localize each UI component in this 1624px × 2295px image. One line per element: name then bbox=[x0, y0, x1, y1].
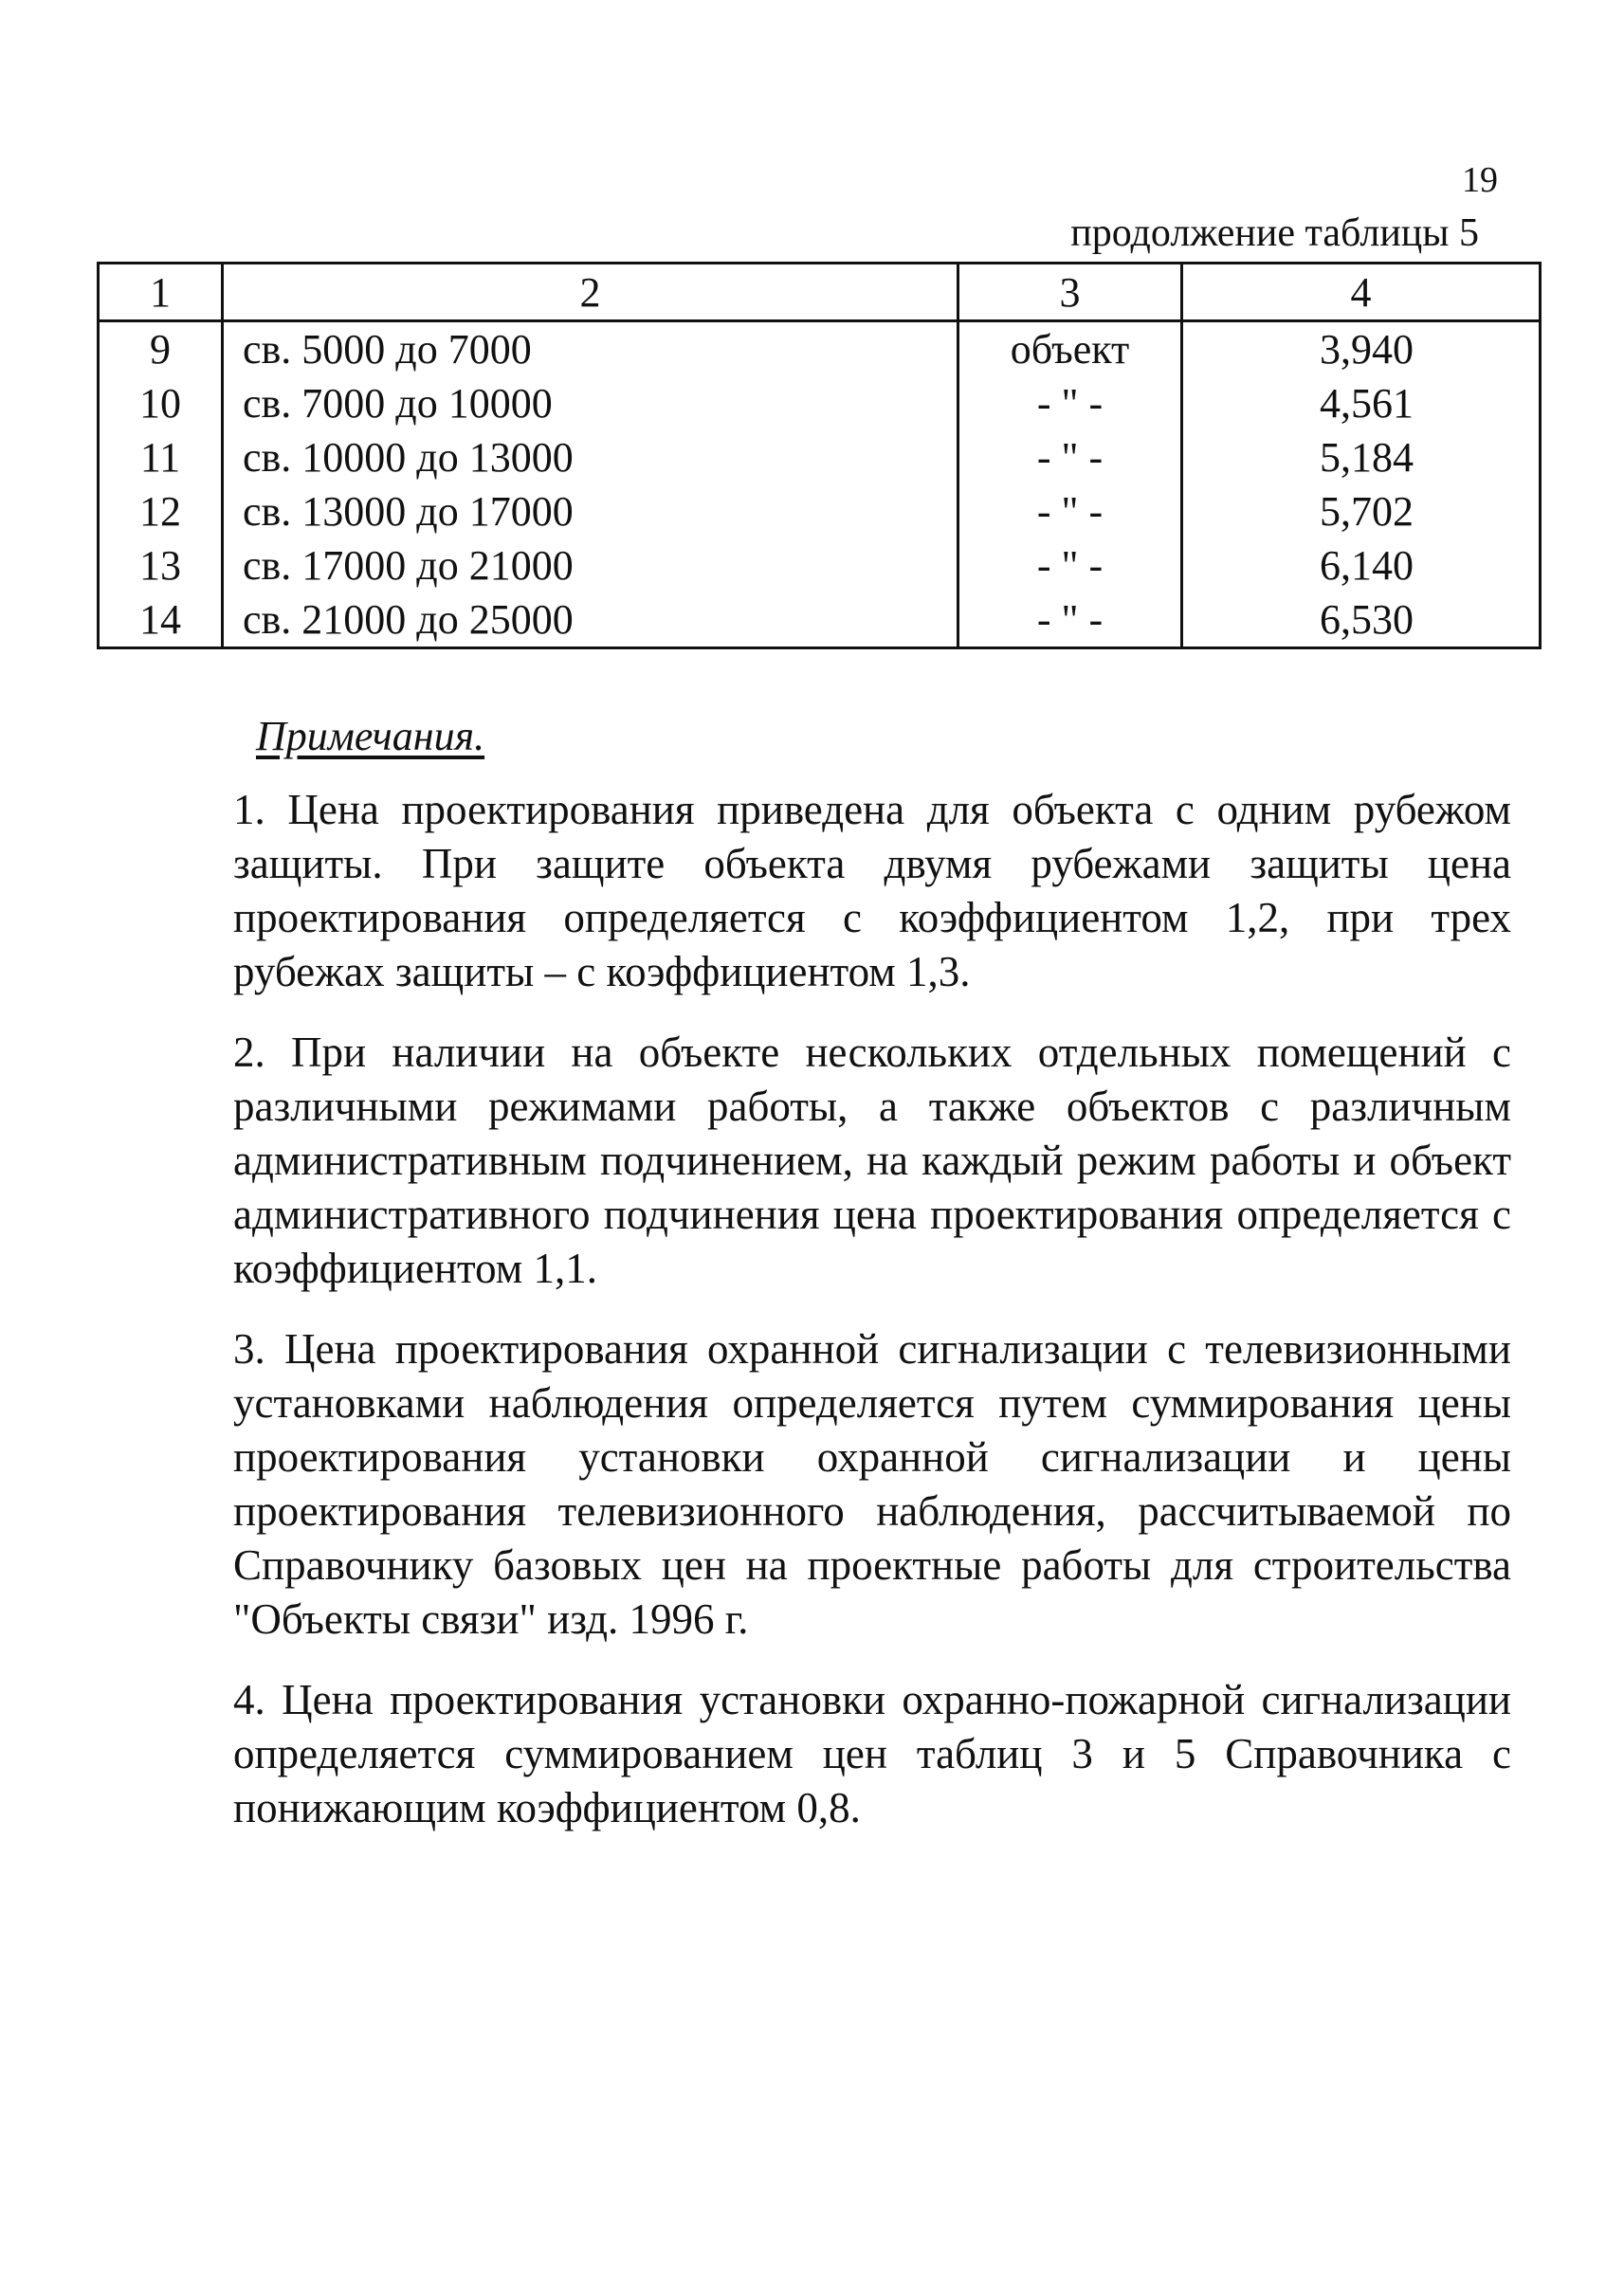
price-value: 5,702 bbox=[1182, 484, 1541, 538]
price-value: 6,140 bbox=[1182, 538, 1541, 592]
table-continuation-label: продолжение таблицы 5 bbox=[1070, 211, 1479, 255]
row-number: 13 bbox=[99, 538, 223, 592]
unit-of-measure: объект bbox=[958, 321, 1182, 377]
row-number: 10 bbox=[99, 376, 223, 430]
row-number: 14 bbox=[99, 592, 223, 648]
note-item-4: 4. Цена проектирования установки охранно-пожарной сигнализации определяется суммированием цен таблиц 3 и 5 Справочника с понижающим коэффициентом 0,8. bbox=[233, 1676, 1511, 1831]
unit-of-measure: - " - bbox=[958, 430, 1182, 484]
table-row bbox=[99, 592, 1541, 648]
table-row bbox=[99, 376, 1541, 430]
notes-heading: Примечания. bbox=[256, 713, 485, 759]
row-number: 12 bbox=[99, 484, 223, 538]
column-header-3: 3 bbox=[958, 264, 1182, 321]
column-header-2: 2 bbox=[223, 264, 958, 321]
column-header-1: 1 bbox=[99, 264, 223, 321]
note-item-1: 1. Цена проектирования приведена для объекта с одним рубежом защиты. При защите объекта двумя рубежами защиты цена проектирования определяется с коэффициентом 1,2, при трех рубежах защиты – с коэффициентом 1,3. bbox=[233, 786, 1511, 995]
table-row bbox=[99, 321, 1541, 377]
row-number: 11 bbox=[99, 430, 223, 484]
price-value: 5,184 bbox=[1182, 430, 1541, 484]
price-value: 4,561 bbox=[1182, 376, 1541, 430]
row-number: 9 bbox=[99, 321, 223, 377]
unit-of-measure: - " - bbox=[958, 538, 1182, 592]
note-item-3: 3. Цена проектирования охранной сигнализации с телевизионными установками наблюдения определяется путем суммирования цены проектирования установки охранной сигнализации и цены проектирования телевизионного наблюдения, рассчитываемой по Справочнику базовых цен на проектные работы для строительства "Объекты связи" изд. 1996 г. bbox=[233, 1325, 1511, 1643]
note-item-2: 2. При наличии на объекте нескольких отдельных помещений с различными режимами работы, а также объектов с различным административным подчинением, на каждый режим работы и объект административного подчинения цена проектирования определяется с коэффициентом 1,1. bbox=[233, 1029, 1511, 1292]
price-value: 3,940 bbox=[1182, 321, 1541, 377]
price-value: 6,530 bbox=[1182, 592, 1541, 648]
table-row bbox=[99, 538, 1541, 592]
area-range: св. 17000 до 21000 bbox=[223, 538, 958, 592]
unit-of-measure: - " - bbox=[958, 376, 1182, 430]
unit-of-measure: - " - bbox=[958, 484, 1182, 538]
column-header-4: 4 bbox=[1182, 264, 1541, 321]
area-range: св. 21000 до 25000 bbox=[223, 592, 958, 648]
area-range: св. 10000 до 13000 bbox=[223, 430, 958, 484]
area-range: св. 5000 до 7000 bbox=[223, 321, 958, 377]
notes-list bbox=[233, 783, 1511, 1862]
table-header-row bbox=[99, 264, 1541, 321]
table-row bbox=[99, 430, 1541, 484]
table-row bbox=[99, 484, 1541, 538]
area-range: св. 13000 до 17000 bbox=[223, 484, 958, 538]
price-table bbox=[97, 262, 1542, 649]
unit-of-measure: - " - bbox=[958, 592, 1182, 648]
page-number: 19 bbox=[1462, 160, 1498, 200]
area-range: св. 7000 до 10000 bbox=[223, 376, 958, 430]
